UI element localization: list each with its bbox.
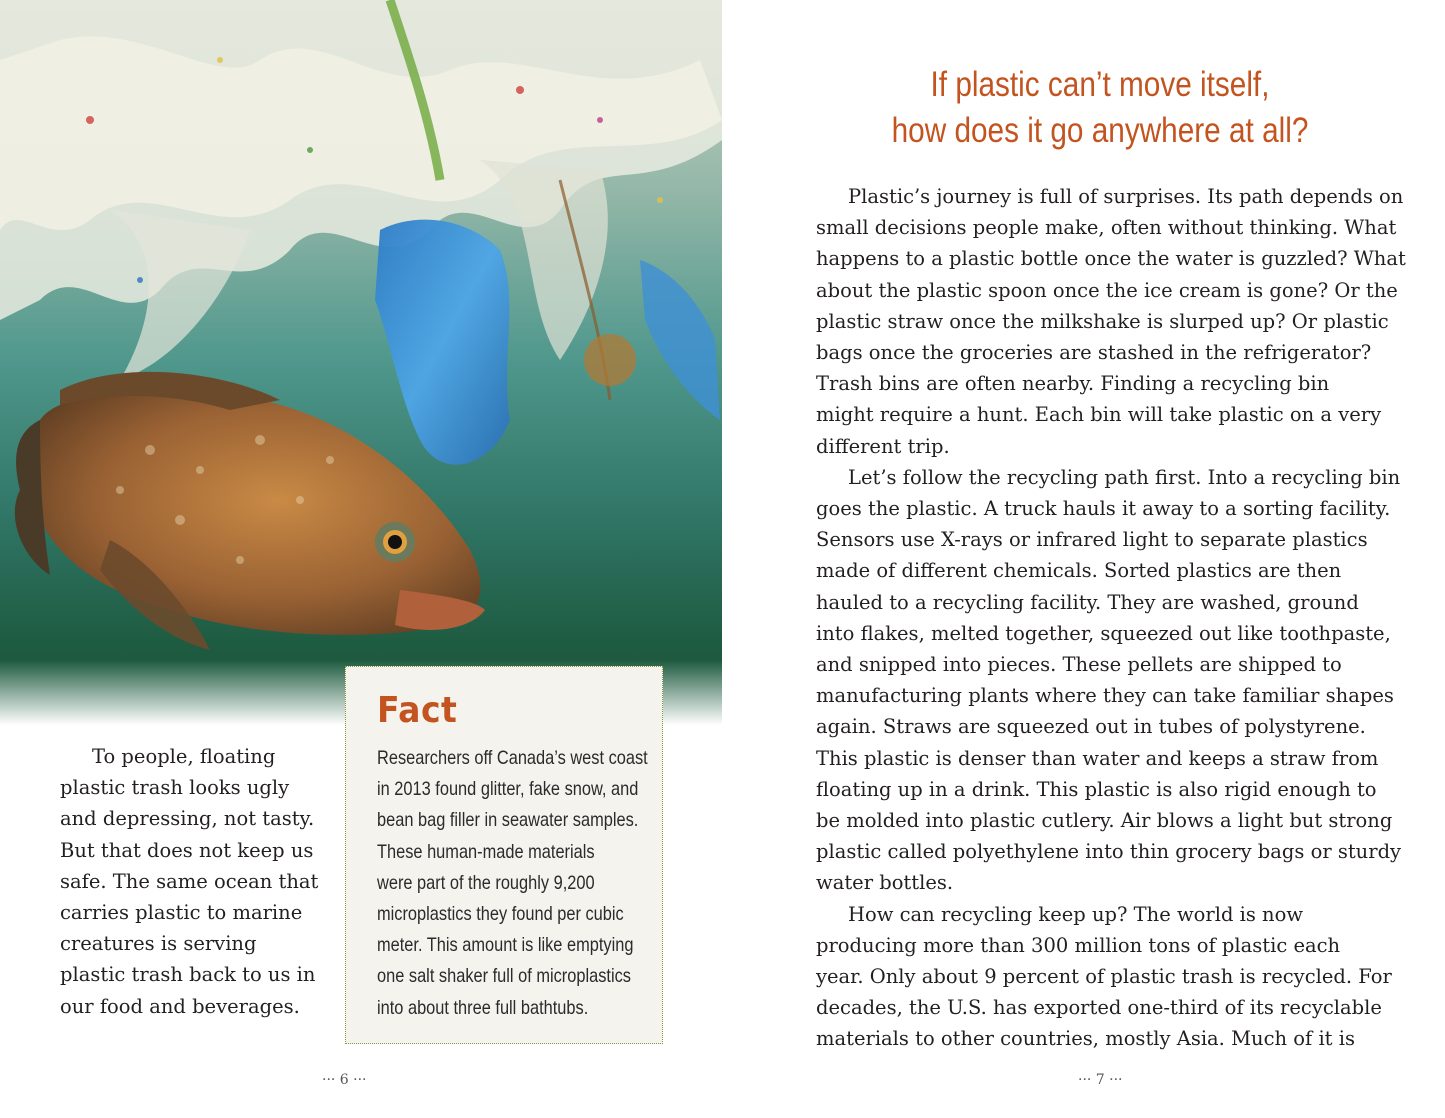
right-body-line: year. Only about 9 percent of plastic trash is recycled. For <box>816 965 1392 989</box>
right-body-line: How can recycling keep up? The world is now <box>848 902 1304 926</box>
fact-line: one salt shaker full of microplastics <box>377 965 631 988</box>
left-body-line: safe. The same ocean that <box>60 869 319 893</box>
right-body-line: made of different chemicals. Sorted plastics are then <box>816 559 1342 583</box>
right-body-line: be molded into plastic cutlery. Air blows a light but strong <box>816 809 1393 833</box>
right-body-line: bags once the groceries are stashed in the refrigerator? <box>816 341 1372 365</box>
right-body-line: floating up in a drink. This plastic is also rigid enough to <box>816 777 1377 801</box>
right-body-line: again. Straws are squeezed out in tubes of polystyrene. <box>816 715 1366 739</box>
right-body-line: producing more than 300 million tons of plastic each <box>816 933 1341 957</box>
page-number-right: ··· 7 ··· <box>1078 1072 1123 1088</box>
fact-line: meter. This amount is like emptying <box>377 934 634 957</box>
right-body-line: small decisions people make, often without thinking. What <box>816 216 1397 240</box>
fish-and-plastic-illustration <box>0 0 722 725</box>
left-body-line: creatures is serving <box>60 932 257 956</box>
right-body-line: manufacturing plants where they can take familiar shapes <box>816 684 1394 708</box>
right-body-line: plastic called polyethylene into thin grocery bags or sturdy <box>816 840 1402 864</box>
right-body-line: decades, the U.S. has exported one-third of its recyclable <box>816 996 1382 1020</box>
left-body-line: plastic trash looks ugly <box>60 776 290 800</box>
right-body-line: This plastic is denser than water and keeps a straw from <box>816 746 1379 770</box>
right-body-line: happens to a plastic bottle once the water is guzzled? What <box>816 247 1406 271</box>
right-body-line: different trip. <box>816 434 950 458</box>
fact-sidebar <box>345 666 663 1044</box>
right-body-line: and snipped into pieces. These pellets are shipped to <box>816 653 1342 677</box>
right-body-line: might require a hunt. Each bin will take plastic on a very <box>816 403 1382 427</box>
section-heading <box>800 62 1400 154</box>
fact-title: Fact <box>377 690 458 731</box>
fact-line: microplastics they found per cubic <box>377 903 624 926</box>
left-body-line: But that does not keep us <box>60 838 314 862</box>
right-body-line: Sensors use X-rays or infrared light to separate plastics <box>816 528 1368 552</box>
right-body-line: Plastic’s journey is full of surprises. Its path depends on <box>848 185 1404 208</box>
right-body-line: hauled to a recycling facility. They are washed, ground <box>816 590 1359 614</box>
fact-line: were part of the roughly 9,200 <box>377 871 595 894</box>
left-body-line: and depressing, not tasty. <box>60 807 315 831</box>
heading-line: If plastic can’t move itself, <box>930 65 1270 104</box>
left-body-line: our food and beverages. <box>60 994 300 1018</box>
left-body-line: plastic trash back to us in <box>60 963 316 987</box>
right-body-line: about the plastic spoon once the ice cream is gone? Or the <box>816 278 1398 302</box>
right-body-line: Let’s follow the recycling path first. Into a recycling bin <box>848 465 1401 489</box>
fact-line: into about three full bathtubs. <box>377 996 589 1019</box>
left-body-line: carries plastic to marine <box>60 901 303 925</box>
right-body-line: Trash bins are often nearby. Finding a recycling bin <box>816 372 1330 396</box>
right-body-line: into flakes, melted together, squeezed out like toothpaste, <box>816 621 1391 645</box>
right-page-body <box>816 181 1406 1055</box>
right-body-line: goes the plastic. A truck hauls it away to a sorting facility. <box>816 497 1391 521</box>
fact-text <box>377 743 657 1024</box>
heading-line: how does it go anywhere at all? <box>891 111 1309 150</box>
page-number-left: ··· 6 ··· <box>322 1072 367 1088</box>
fact-line: Researchers off Canada’s west coast <box>377 747 648 769</box>
right-body-line: materials to other countries, mostly Asia. Much of it is <box>816 1027 1355 1051</box>
fact-line: These human-made materials <box>377 840 595 863</box>
fact-line: bean bag filler in seawater samples. <box>377 809 639 832</box>
right-body-line: plastic straw once the milkshake is slurped up? Or plastic <box>816 309 1389 333</box>
right-body-line: water bottles. <box>816 871 954 895</box>
left-body-line: To people, floating <box>92 745 276 768</box>
fact-line: in 2013 found glitter, fake snow, and <box>377 778 639 801</box>
underwater-photo <box>0 0 722 725</box>
left-page-body <box>60 741 330 1022</box>
